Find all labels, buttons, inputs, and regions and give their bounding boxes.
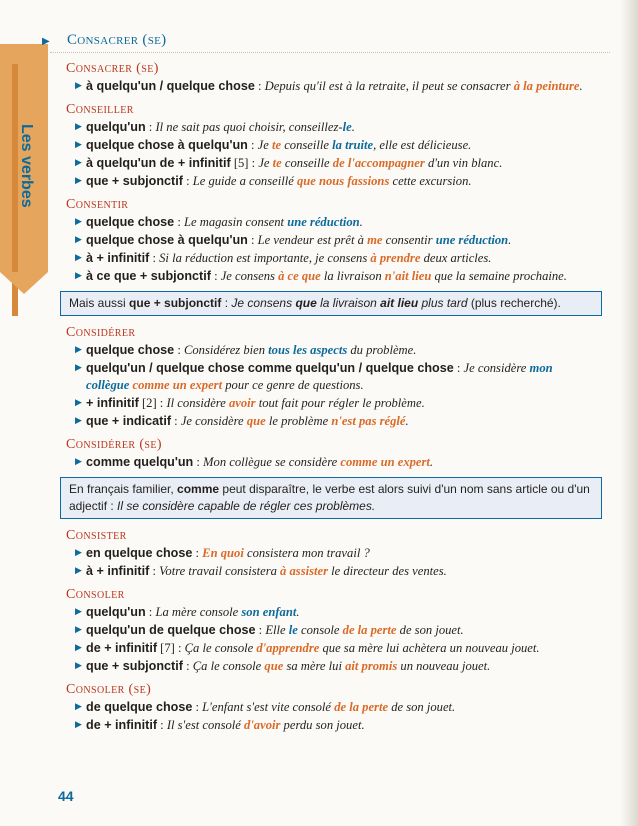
example-text: un nouveau jouet.	[397, 659, 491, 673]
bullet-triangle-icon: ▶	[75, 271, 82, 281]
note-text: En français familier,	[69, 482, 178, 496]
page-number: 44	[58, 788, 74, 804]
example-text: pour ce genre de questions.	[222, 378, 364, 392]
construction-line	[66, 658, 596, 675]
page-gutter-shadow	[620, 0, 638, 826]
construction: à + infinitif	[86, 251, 150, 265]
example-text: la livraison	[320, 269, 385, 283]
example-text: Le vendeur est prêt à	[257, 233, 368, 247]
example-highlight: n'ait lieu	[384, 269, 432, 283]
example-highlight: avoir	[228, 396, 256, 410]
construction: en quelque chose	[86, 546, 193, 560]
example-highlight: d'avoir	[244, 718, 281, 732]
separator: :	[453, 361, 464, 375]
example-text: consentir	[382, 233, 436, 247]
construction: à ce que + subjonctif	[86, 269, 211, 283]
bullet-triangle-icon: ▶	[75, 253, 82, 263]
construction: à + infinitif	[86, 564, 150, 578]
construction: de + infinitif	[86, 641, 158, 655]
construction-line	[66, 78, 596, 95]
construction-line	[66, 640, 596, 657]
note-example: plus tard	[418, 296, 468, 310]
side-tab-label: Les verbes	[18, 124, 35, 208]
bullet-triangle-icon: ▶	[75, 720, 82, 730]
bullet-triangle-icon: ▶	[75, 81, 82, 91]
separator: :	[149, 564, 160, 578]
example-highlight: la truite	[332, 138, 374, 152]
construction-line	[66, 214, 596, 231]
bullet-triangle-icon: ▶	[75, 661, 82, 671]
example-text: Le guide a conseillé	[192, 174, 297, 188]
example-text: Il ne sait pas quoi choisir, conseillez-	[155, 120, 343, 134]
example-highlight: comme un expert	[132, 378, 223, 392]
example-text: tout fait pour régler le problème.	[255, 396, 425, 410]
example-text: , elle est délicieuse.	[373, 138, 472, 152]
note-box	[60, 477, 602, 519]
example-highlight: à ce que	[278, 269, 321, 283]
example-text: conseille	[281, 156, 333, 170]
separator: :	[182, 659, 193, 673]
example-text: .	[296, 605, 300, 619]
example-highlight: de l'accompagner	[332, 156, 425, 170]
header-arrow-icon: ▶	[42, 36, 50, 47]
construction-line	[66, 137, 596, 154]
dictionary-content	[66, 60, 596, 740]
note-text: Mais aussi	[69, 296, 130, 310]
example-text: Il considère	[166, 396, 229, 410]
bullet-triangle-icon: ▶	[75, 607, 82, 617]
example-text: Ça le console	[192, 659, 265, 673]
example-highlight: te	[272, 156, 282, 170]
example-highlight: tous les aspects	[268, 343, 348, 357]
example-text: Considérez bien	[183, 343, 269, 357]
example-text: deux articles.	[420, 251, 492, 265]
entry-considerer-se	[66, 436, 596, 471]
separator: :	[149, 251, 160, 265]
example-highlight: le	[288, 623, 298, 637]
separator: :	[182, 174, 193, 188]
note-example-bold: ait lieu	[380, 296, 419, 310]
construction: que + subjonctif	[86, 659, 183, 673]
bullet-triangle-icon: ▶	[75, 548, 82, 558]
note-bold: que + subjonctif	[129, 296, 222, 310]
construction: quelqu'un	[86, 120, 146, 134]
example-highlight: que	[246, 414, 266, 428]
note-example-bold: que	[295, 296, 317, 310]
entry-considerer	[66, 324, 596, 430]
example-text: Si la réduction est importante, je consens	[159, 251, 371, 265]
bullet-triangle-icon: ▶	[75, 140, 82, 150]
example-text: Il s'est consolé	[166, 718, 245, 732]
construction-line	[66, 563, 596, 580]
example-text: que la semaine prochaine.	[431, 269, 567, 283]
construction: quelque chose	[86, 343, 175, 357]
construction: quelque chose à quelqu'un	[86, 138, 248, 152]
entry-consentir	[66, 196, 596, 285]
bullet-triangle-icon: ▶	[75, 122, 82, 132]
example-text: Je considère	[463, 361, 530, 375]
construction: quelque chose	[86, 215, 175, 229]
entry-headword: Considérer	[66, 325, 136, 340]
construction-line	[66, 413, 596, 430]
bullet-triangle-icon: ▶	[75, 398, 82, 408]
separator: :	[145, 605, 156, 619]
construction-line	[66, 342, 596, 359]
bullet-triangle-icon: ▶	[75, 416, 82, 426]
running-header	[42, 30, 610, 53]
bullet-triangle-icon: ▶	[75, 643, 82, 653]
note-box	[60, 291, 602, 316]
construction-line	[66, 699, 596, 716]
example-text: le problème	[265, 414, 332, 428]
entry-headword: Consister	[66, 528, 127, 543]
separator: :	[255, 623, 266, 637]
example-text: perdu son jouet.	[280, 718, 365, 732]
example-highlight: me	[367, 233, 383, 247]
example-text: Ça le console	[184, 641, 257, 655]
construction-line	[66, 360, 596, 394]
entry-headword: Consoler (se)	[66, 682, 152, 697]
example-text: Mon collègue se considère	[203, 455, 341, 469]
example-highlight: que nous fassions	[296, 174, 390, 188]
example-highlight: comme un expert	[340, 455, 430, 469]
example-text: .	[405, 414, 409, 428]
example-text: de son jouet.	[396, 623, 464, 637]
note-example: Il se considère capable de régler ces problèmes.	[117, 499, 376, 513]
construction-line	[66, 155, 596, 172]
construction-line	[66, 395, 596, 412]
example-highlight: te	[271, 138, 282, 152]
separator: :	[247, 138, 258, 152]
construction-line	[66, 604, 596, 621]
entry-consoler	[66, 586, 596, 675]
example-text: Je consens	[220, 269, 279, 283]
separator: :	[192, 700, 203, 714]
example-text: cette excursion.	[389, 174, 472, 188]
entry-headword: Consentir	[66, 197, 129, 212]
separator: :	[145, 120, 156, 134]
construction: à quelqu'un de + infinitif	[86, 156, 231, 170]
example-highlight: que	[264, 659, 284, 673]
example-text: Depuis qu'il est à la retraite, il peut se consacrer	[264, 79, 514, 93]
bullet-triangle-icon: ▶	[75, 217, 82, 227]
construction: à quelqu'un / quelque chose	[86, 79, 255, 93]
example-text: conseille	[281, 138, 333, 152]
note-text: peut disparaître, le verbe est alors suivi d'un nom sans article ou d'un adjectif :	[69, 482, 590, 513]
entry-headword: Conseiller	[66, 102, 134, 117]
bullet-triangle-icon: ▶	[75, 158, 82, 168]
separator: :	[174, 343, 184, 357]
construction: de quelque chose	[86, 700, 193, 714]
entry-consacrer-se	[66, 60, 596, 95]
separator: :	[210, 269, 221, 283]
example-text: le directeur des ventes.	[327, 564, 447, 578]
note-example: Je consens	[231, 296, 296, 310]
bullet-triangle-icon: ▶	[75, 363, 82, 373]
example-text: d'un vin blanc.	[424, 156, 503, 170]
construction: quelqu'un	[86, 605, 146, 619]
example-highlight: En quoi	[202, 546, 244, 560]
example-text: de son jouet.	[388, 700, 456, 714]
separator: :	[193, 455, 204, 469]
note-example: la livraison	[316, 296, 381, 310]
construction: quelque chose à quelqu'un	[86, 233, 248, 247]
separator: [5] :	[230, 156, 259, 170]
note-text: (plus recherché).	[467, 296, 561, 310]
construction-line	[66, 232, 596, 249]
example-text: .	[508, 233, 512, 247]
separator: :	[157, 718, 167, 732]
example-text: Je considère	[180, 414, 247, 428]
separator: :	[254, 79, 265, 93]
example-highlight: de la perte	[334, 700, 389, 714]
bullet-triangle-icon: ▶	[75, 345, 82, 355]
construction-line	[66, 622, 596, 639]
separator: :	[247, 233, 258, 247]
separator: :	[171, 414, 181, 428]
example-text: La mère console	[155, 605, 242, 619]
side-tab	[0, 44, 48, 272]
example-highlight: d'apprendre	[256, 641, 320, 655]
example-highlight: à la peinture	[513, 79, 580, 93]
construction-line	[66, 250, 596, 267]
example-text: Elle	[265, 623, 289, 637]
construction: que + indicatif	[86, 414, 172, 428]
entry-headword: Considérer (se)	[66, 437, 162, 452]
example-highlight: n'est pas réglé	[331, 414, 406, 428]
separator: :	[174, 215, 184, 229]
bullet-triangle-icon: ▶	[75, 625, 82, 635]
construction-line	[66, 545, 596, 562]
example-text: .	[351, 120, 355, 134]
bullet-triangle-icon: ▶	[75, 457, 82, 467]
bullet-triangle-icon: ▶	[75, 235, 82, 245]
construction: que + subjonctif	[86, 174, 183, 188]
entry-conseiller	[66, 101, 596, 190]
construction: de + infinitif	[86, 718, 158, 732]
example-text: .	[429, 455, 434, 469]
construction-line	[66, 119, 596, 136]
construction-line	[66, 717, 596, 734]
entry-consister	[66, 527, 596, 580]
example-highlight: une réduction	[287, 215, 360, 229]
bullet-triangle-icon: ▶	[75, 176, 82, 186]
example-highlight: son enfant	[241, 605, 297, 619]
example-text: que sa mère lui achètera un nouveau jouet.	[319, 641, 540, 655]
example-text: L'enfant s'est vite consolé	[202, 700, 335, 714]
example-text: .	[359, 215, 363, 229]
example-text: Votre travail consistera	[159, 564, 281, 578]
example-text: Je	[257, 138, 272, 152]
note-bold: comme	[177, 482, 220, 496]
entry-consoler-se	[66, 681, 596, 734]
construction: + infinitif	[86, 396, 139, 410]
example-text: Je	[258, 156, 273, 170]
example-highlight: ait promis	[345, 659, 398, 673]
separator: [2] :	[138, 396, 167, 410]
example-text: sa mère lui	[283, 659, 346, 673]
construction-line	[66, 454, 596, 471]
construction: comme quelqu'un	[86, 455, 194, 469]
example-text: Le magasin consent	[183, 215, 288, 229]
example-highlight: à assister	[280, 564, 328, 578]
entry-headword: Consacrer (se)	[66, 61, 159, 76]
example-text: consistera mon travail ?	[243, 546, 370, 560]
entry-headword: Consoler	[66, 587, 125, 602]
example-text: console	[297, 623, 343, 637]
example-text: .	[579, 79, 583, 93]
example-highlight: le	[342, 120, 352, 134]
example-text: du problème.	[347, 343, 417, 357]
construction: quelqu'un / quelque chose comme quelqu'un / quelque chose	[86, 361, 454, 375]
construction-line	[66, 173, 596, 190]
header-title: Consacrer (se)	[67, 32, 167, 48]
bullet-triangle-icon: ▶	[75, 566, 82, 576]
construction-line	[66, 268, 596, 285]
separator: [7] :	[157, 641, 185, 655]
example-highlight: à prendre	[370, 251, 421, 265]
separator: :	[192, 546, 203, 560]
bullet-triangle-icon: ▶	[75, 702, 82, 712]
example-highlight: une réduction	[435, 233, 509, 247]
example-highlight: de la perte	[342, 623, 397, 637]
construction: quelqu'un de quelque chose	[86, 623, 256, 637]
side-tab-arrow	[0, 272, 48, 294]
note-text: :	[221, 296, 232, 310]
example-highlight: mon collègue	[86, 361, 553, 392]
